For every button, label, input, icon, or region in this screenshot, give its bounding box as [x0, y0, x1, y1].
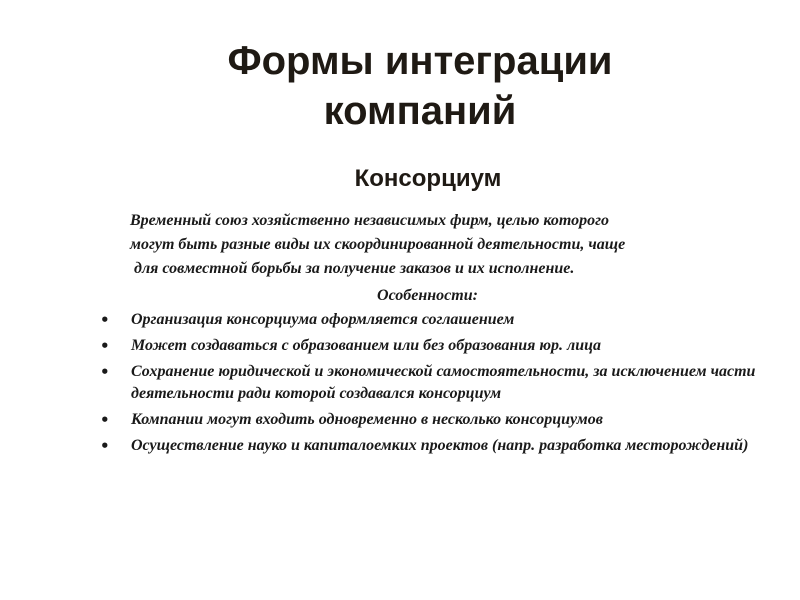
list-item — [100, 361, 760, 405]
features-list — [100, 309, 760, 461]
list-item-text: Организация консорциума оформляется соглашением — [131, 311, 515, 328]
bullet-icon: • — [100, 311, 110, 329]
list-item-text: Может создаваться с образованием или без образования юр. лица — [131, 337, 602, 354]
bullet-icon: • — [100, 363, 110, 381]
definition-line-1: Временный союз хозяйственно независимых фирм, целью которого — [130, 212, 610, 229]
definition-paragraph — [130, 209, 780, 281]
slide-title — [0, 36, 800, 136]
bullet-icon: • — [100, 337, 110, 355]
definition-line-3: для совместной борьбы за получение заказов и их исполнение. — [130, 260, 575, 277]
definition-line-2: могут быть разные виды их скоординированной деятельности, чаще — [130, 236, 626, 253]
list-item — [100, 435, 760, 457]
bullet-icon: • — [100, 437, 110, 455]
features-heading: Особенности: — [377, 287, 478, 304]
slide-subtitle: Консорциум — [354, 165, 502, 192]
list-item-text: Сохранение юридической и экономической самостоятельности, за исключением части деятельности ради которой создавался консорциум — [131, 363, 756, 402]
title-line-1: Формы интеграции — [227, 39, 613, 83]
list-item — [100, 309, 760, 331]
bullet-icon: • — [100, 411, 110, 429]
list-item-text: Компании могут входить одновременно в несколько консорциумов — [131, 411, 603, 428]
title-line-2: компаний — [323, 89, 517, 133]
list-item — [100, 335, 760, 357]
list-item — [100, 409, 760, 431]
list-item-text: Осуществление науко и капиталоемких проектов (напр. разработка месторождений) — [131, 437, 749, 454]
